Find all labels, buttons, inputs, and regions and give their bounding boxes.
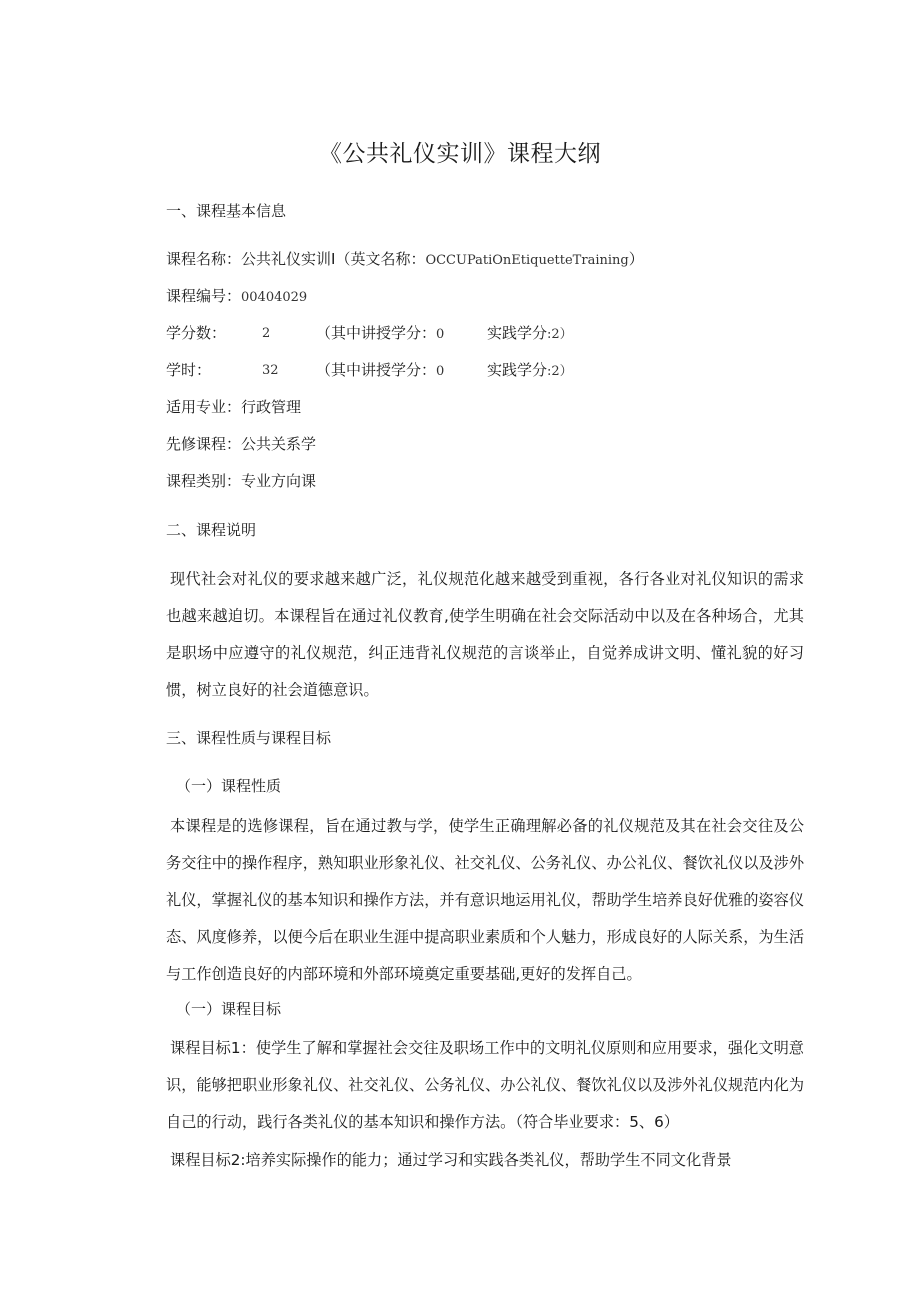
course-code-value: 00404029 (241, 290, 308, 305)
hours-value: 32 (262, 363, 279, 378)
section1-heading: 一、课程基本信息 (166, 202, 287, 220)
credits-practice-label: 实践学分:2） (487, 324, 573, 342)
credits-value: 2 (262, 326, 271, 341)
section2-paragraph: 现代社会对礼仪的要求越来越广泛，礼仪规范化越来越受到重视，各行各业对礼仪知识的需求也越来越迫切。本课程旨在通过礼仪教育,使学生明确在社会交际活动中以及在各种场合，尤其是职场中应遵守的礼仪规范，纠正违背礼仪规范的言谈举止，自觉养成讲文明、懂礼貌的好习惯，树立良好的社会道德意识。 (166, 570, 804, 699)
course-name-row (166, 248, 644, 272)
category-row (166, 470, 316, 492)
course-name-close: ） (628, 250, 644, 268)
section3-heading: 三、课程性质与课程目标 (166, 729, 332, 747)
sub1-heading: （一）课程性质 (176, 777, 282, 795)
sub1-paragraph: 本课程是的选修课程，旨在通过教与学，使学生正确理解必备的礼仪规范及其在社会交往及公务交往中的操作程序，熟知职业形象礼仪、社交礼仪、公务礼仪、办公礼仪、餐饮礼仪以及涉外礼仪，掌握礼仪的基本知识和操作方法，并有意识地运用礼仪，帮助学生培养良好优雅的姿容仪态、风度修养，以便今后在职业生涯中提高职业素质和个人魅力，形成良好的人际关系，为生活与工作创造良好的内部环境和外部环境奠定重要基础,更好的发挥自己。 (166, 817, 804, 983)
category-label: 课程类别： (166, 472, 242, 490)
hours-label: 学时： (166, 361, 212, 379)
hours-practice-label: 实践学分:2） (487, 361, 573, 379)
hours-lecture-label: （其中讲授学分：0 (316, 361, 445, 379)
major-row (166, 396, 301, 418)
section2-heading: 二、课程说明 (166, 521, 257, 539)
document-title: 《公共礼仪实训》课程大纲 (319, 141, 601, 167)
credits-row (166, 322, 766, 344)
credits-label: 学分数： (166, 324, 227, 342)
goal2-paragraph: 课程目标2:培养实际操作的能力；通过学习和实践各类礼仪，帮助学生不同文化背景 (170, 1151, 732, 1169)
major-value: 行政管理 (241, 398, 302, 416)
major-label: 适用专业： (166, 398, 242, 416)
course-name-label: 课程名称： (166, 250, 242, 268)
prereq-value: 公共关系学 (241, 435, 317, 453)
prereq-label: 先修课程： (166, 435, 242, 453)
prereq-row (166, 433, 316, 455)
course-name-value: 公共礼仪实训Ⅰ（英文名称： (241, 250, 426, 268)
course-name-en: OCCUPatiOnEtiquetteTraining (425, 253, 629, 268)
sub2-heading: （一）课程目标 (176, 1000, 282, 1018)
hours-row (166, 359, 766, 381)
category-value: 专业方向课 (241, 472, 317, 490)
course-code-label: 课程编号： (166, 287, 242, 305)
course-code-row (166, 285, 307, 309)
goal1-paragraph: 课程目标1：使学生了解和掌握社会交往及职场工作中的文明礼仪原则和应用要求，强化文明意识，能够把职业形象礼仪、社交礼仪、公务礼仪、办公礼仪、餐饮礼仪以及涉外礼仪规范内化为自己的行动，践行各类礼仪的基本知识和操作方法。（符合毕业要求：5、6） (166, 1039, 804, 1131)
credits-lecture-label: （其中讲授学分：0 (316, 324, 445, 342)
